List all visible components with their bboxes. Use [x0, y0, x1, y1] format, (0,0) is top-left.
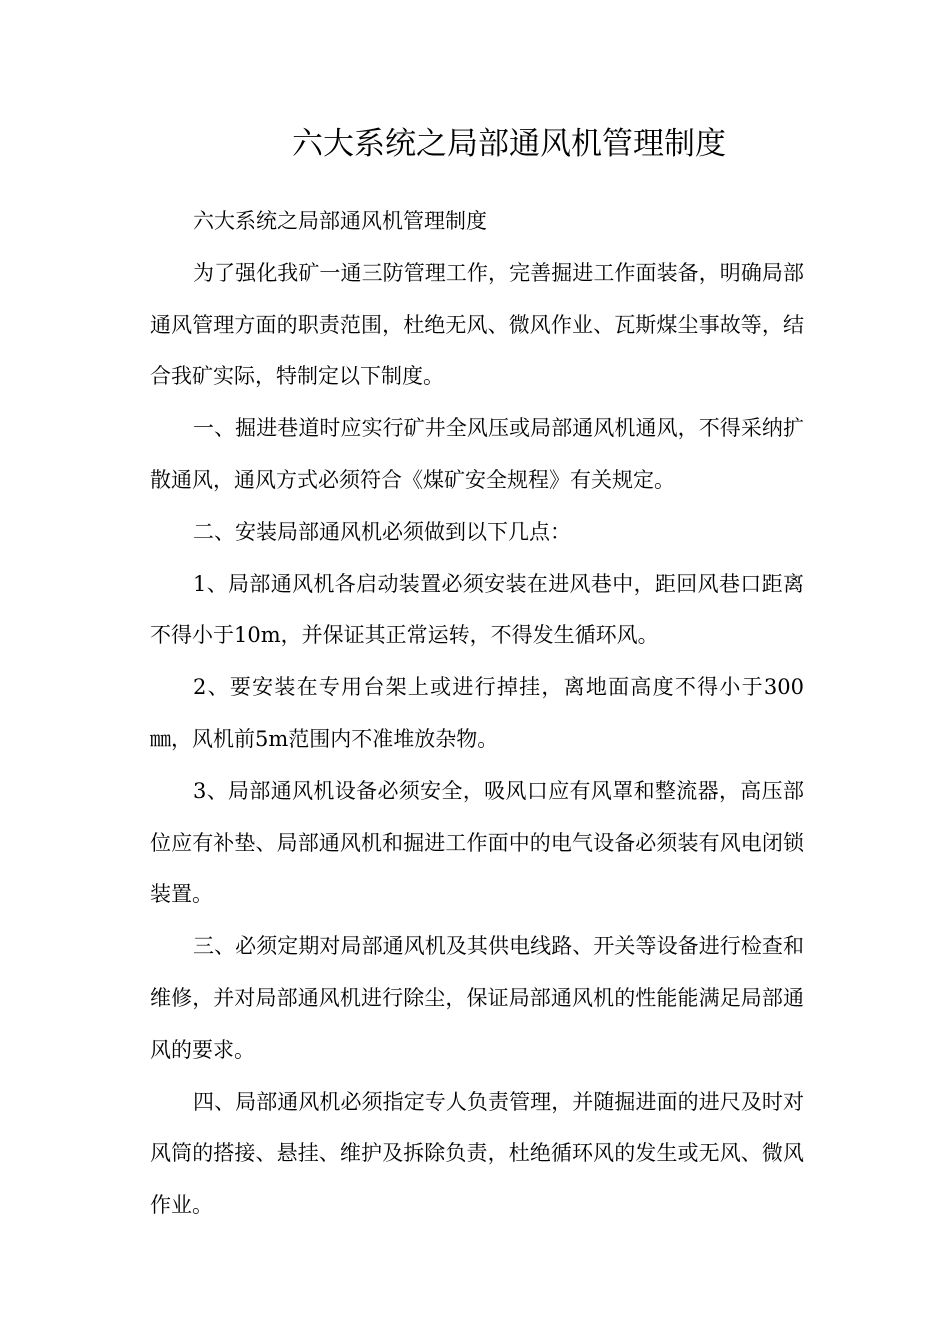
paragraph-item-2: 2、要安装在专用台架上或进行掉挂，离地面高度不得小于300㎜，风机前5m范围内不准堆放杂物。 — [150, 675, 804, 751]
paragraph-subtitle: 六大系统之局部通风机管理制度 — [193, 209, 487, 233]
paragraph-section-3: 三、必须定期对局部通风机及其供电线路、开关等设备进行检查和维修，并对局部通风机进行除尘，保证局部通风机的性能能满足局部通风的要求。 — [150, 934, 804, 1062]
paragraph-section-4: 四、局部通风机必须指定专人负责管理，并随掘进面的进尺及时对风筒的搭接、悬挂、维护及拆除负责，杜绝循环风的发生或无风、微风作业。 — [150, 1089, 804, 1218]
paragraph-section-1: 一、掘进巷道时应实行矿井全风压或局部通风机通风，不得采纳扩散通风，通风方式必须符合《煤矿安全规程》有关规定。 — [150, 416, 804, 492]
document-body — [150, 196, 804, 1232]
paragraph-intro: 为了强化我矿一通三防管理工作，完善掘进工作面装备，明确局部通风管理方面的职责范围，杜绝无风、微风作业、瓦斯煤尘事故等，结合我矿实际，特制定以下制度。 — [150, 260, 804, 389]
paragraph-item-1: 1、局部通风机各启动装置必须安装在进风巷中，距回风巷口距离不得小于10m，并保证其正常运转，不得发生循环风。 — [150, 571, 804, 648]
paragraph-item-3: 3、局部通风机设备必须安全，吸风口应有风罩和整流器，高压部位应有补垫、局部通风机和掘进工作面中的电气设备必须装有风电闭锁装置。 — [150, 778, 804, 907]
document-title: 六大系统之局部通风机管理制度 — [292, 126, 726, 162]
paragraph-section-2: 二、安装局部通风机必须做到以下几点： — [193, 519, 571, 544]
